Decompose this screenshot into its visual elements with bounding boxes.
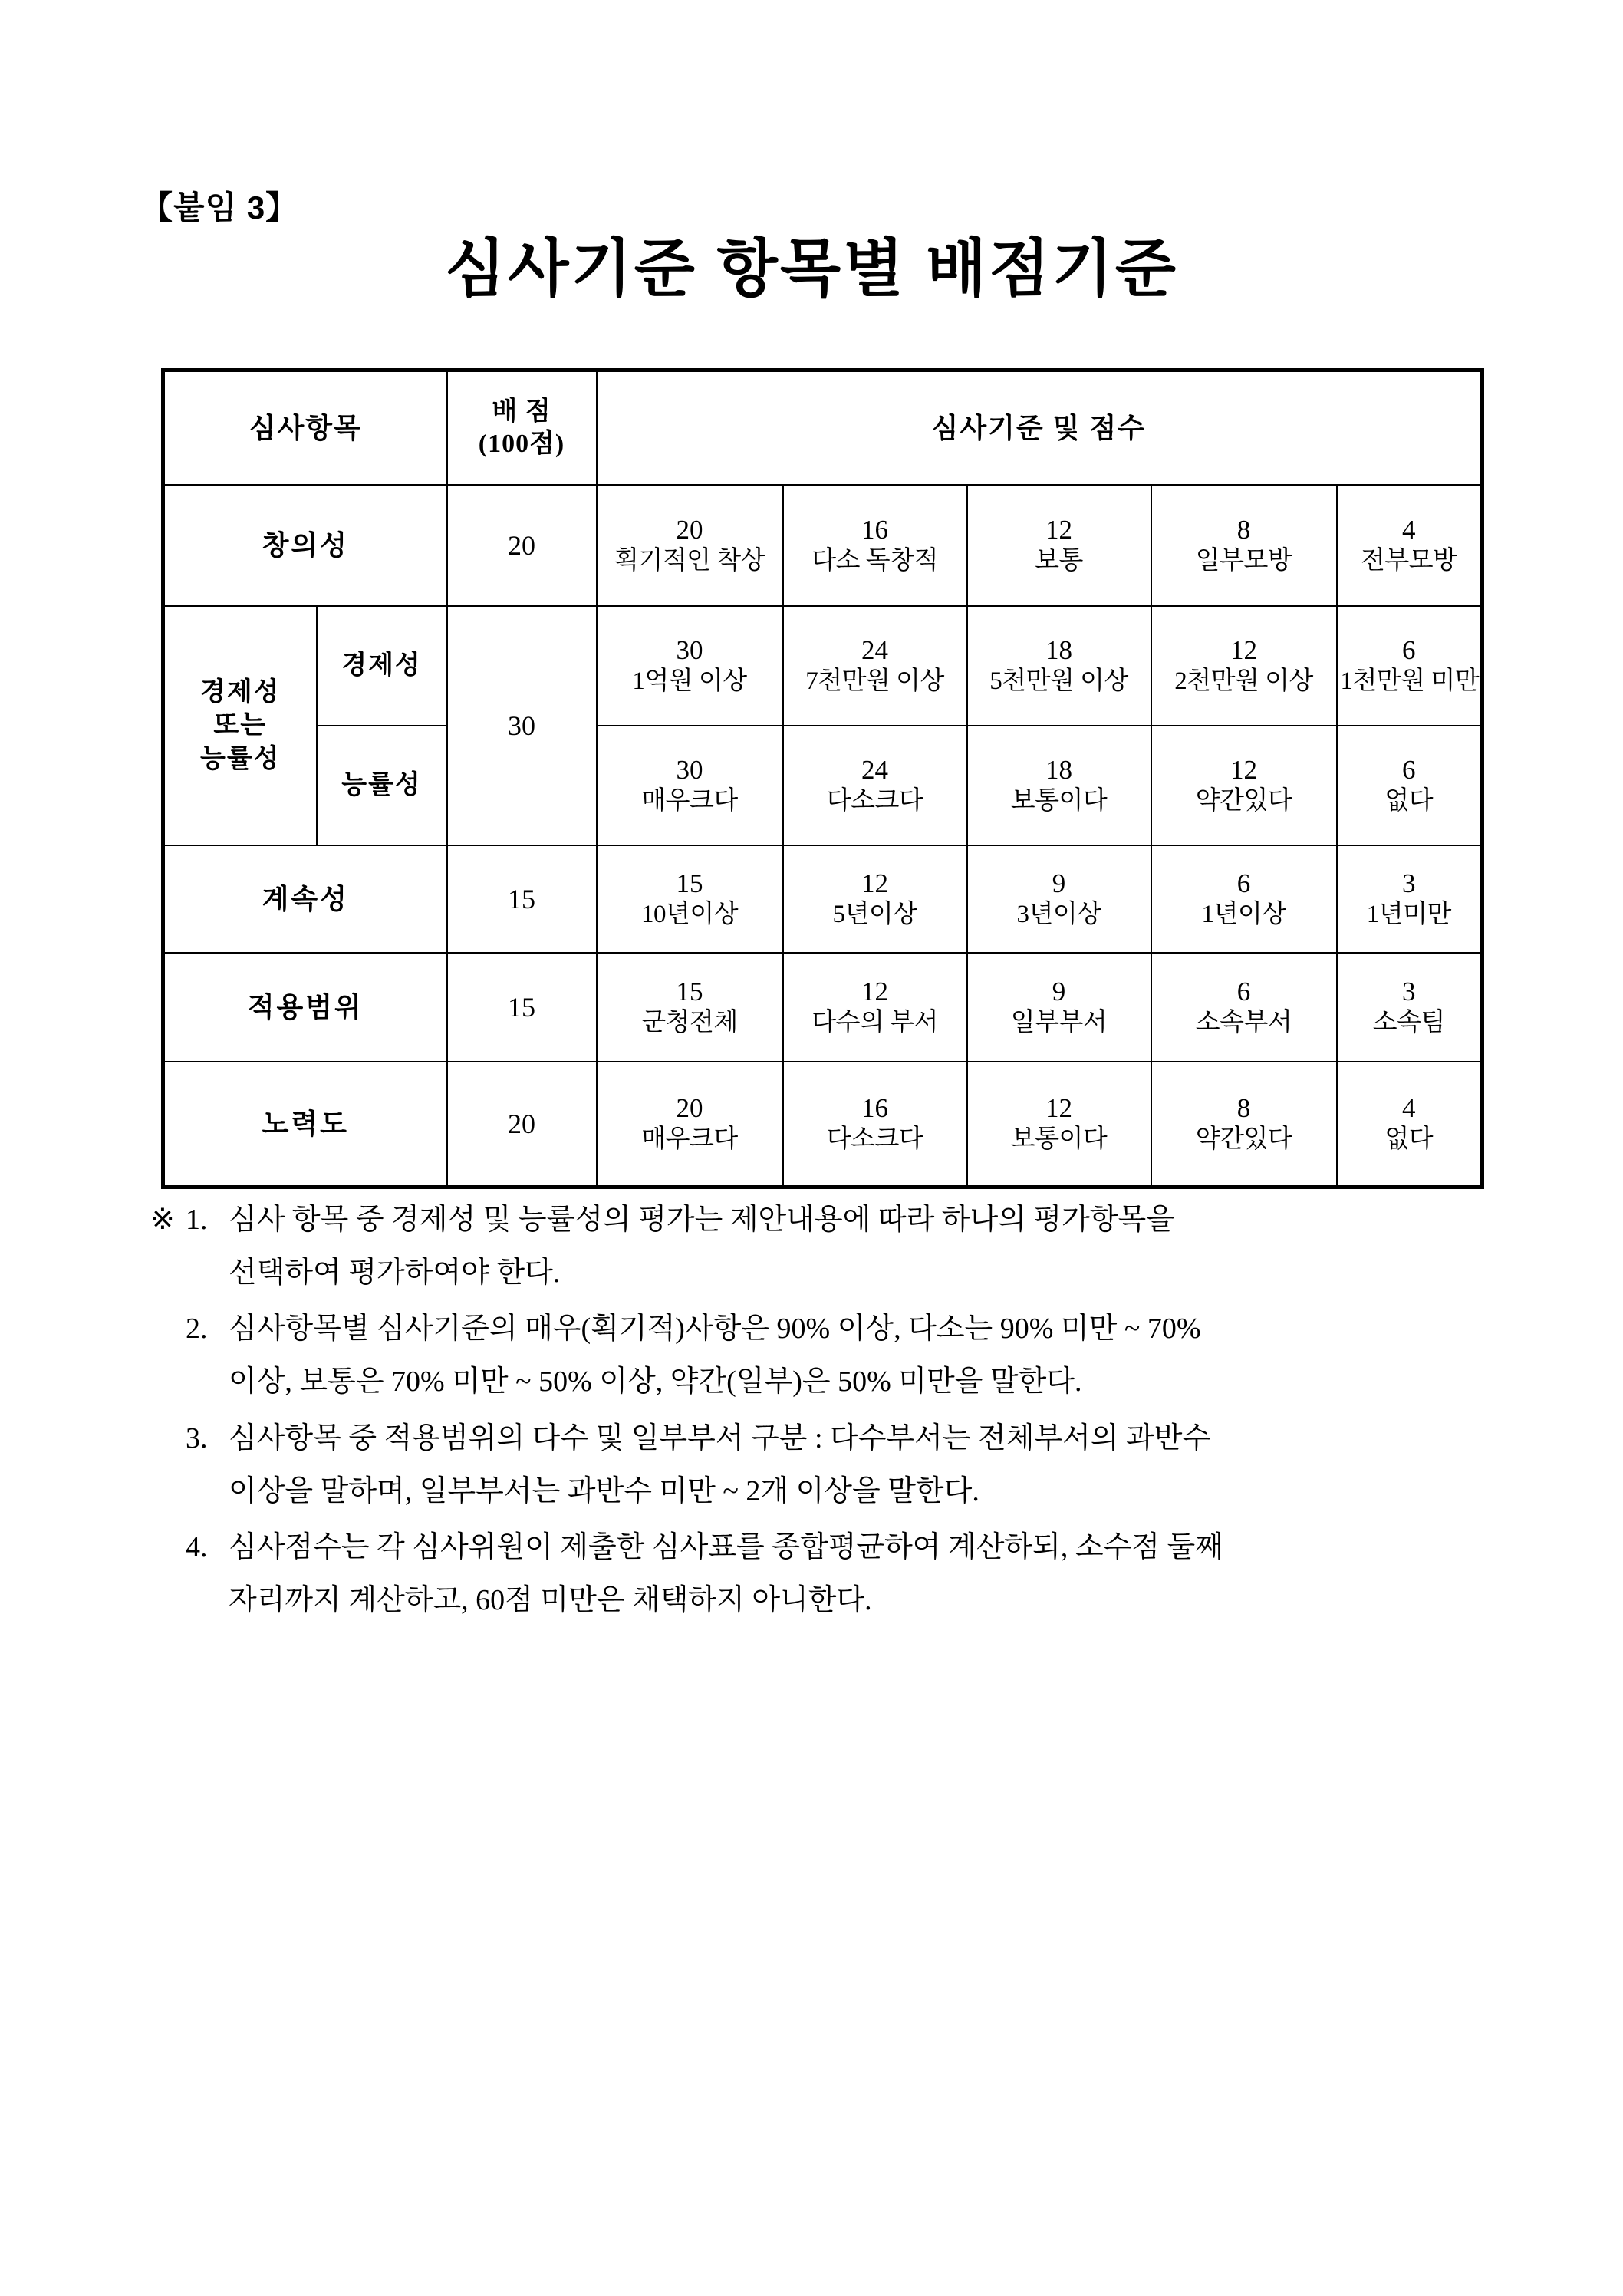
header-criteria: 심사기준 및 점수 — [597, 371, 1483, 486]
item-name-economy-or-efficiency — [163, 606, 317, 845]
criterion-desc: 1천만원 미만 — [1340, 667, 1480, 696]
criterion-score: 15 — [676, 868, 703, 898]
criterion-score: 18 — [1045, 754, 1073, 785]
item-name-scope: 적용범위 — [163, 953, 447, 1062]
note-text — [229, 1303, 1531, 1408]
item-name-creativity: 창의성 — [163, 485, 447, 606]
note-marker-icon: ※ — [150, 1204, 175, 1236]
criterion-cell — [783, 845, 967, 953]
criterion-score: 30 — [676, 754, 703, 785]
criterion-score: 6 — [1402, 634, 1416, 665]
item-name-continuity: 계속성 — [163, 845, 447, 953]
criterion-desc: 일부부서 — [1010, 1009, 1108, 1037]
note-line-2: 이상을 말하며, 일부부서는 과반수 미만 ~ 2개 이상을 말한다. — [229, 1474, 979, 1507]
criterion-desc: 보통이다 — [1010, 787, 1108, 815]
criterion-desc: 소속팀 — [1372, 1009, 1445, 1037]
note-line-1: 심사점수는 각 심사위원이 제출한 심사표를 종합평균하여 계산하되, 소수점 둘째 — [229, 1530, 1223, 1563]
criterion-score: 20 — [676, 1092, 703, 1123]
criterion-cell — [1337, 485, 1483, 606]
criterion-cell — [1337, 1062, 1483, 1188]
table-row — [163, 1062, 1483, 1188]
criterion-cell — [783, 953, 967, 1062]
scoring-criteria-table — [161, 368, 1484, 1189]
criterion-desc: 매우크다 — [641, 1125, 738, 1154]
item-name-line3: 능률성 — [199, 744, 281, 773]
note-line-2: 자리까지 계산하고, 60점 미만은 채택하지 아니한다. — [229, 1584, 872, 1617]
criterion-score: 12 — [1045, 514, 1073, 545]
criterion-desc: 2천만원 이상 — [1174, 667, 1313, 696]
note-line-1: 심사 항목 중 경제성 및 능률성의 평가는 제안내용에 따라 하나의 평가항목을 — [229, 1204, 1174, 1236]
criterion-desc: 다소 독창적 — [812, 547, 938, 575]
criterion-desc: 없다 — [1384, 787, 1434, 815]
criterion-cell — [967, 953, 1151, 1062]
criterion-cell — [783, 1062, 967, 1188]
criterion-score: 20 — [676, 514, 703, 545]
attachment-tag: 【붙임 3】 — [140, 189, 299, 226]
note-text — [229, 1521, 1531, 1627]
criterion-cell — [1151, 845, 1337, 953]
points-scope: 15 — [447, 953, 597, 1062]
item-name-effort: 노력도 — [163, 1062, 447, 1188]
criterion-score: 6 — [1236, 976, 1251, 1006]
criterion-cell — [1151, 485, 1337, 606]
note-item — [150, 1412, 1531, 1518]
criterion-score: 15 — [676, 976, 703, 1006]
criterion-cell — [1337, 845, 1483, 953]
criterion-score: 6 — [1236, 868, 1251, 898]
criterion-cell — [597, 845, 783, 953]
points-economy-or-efficiency: 30 — [447, 606, 597, 845]
criterion-cell — [1337, 606, 1483, 726]
criterion-desc: 약간있다 — [1195, 1125, 1292, 1154]
criterion-score: 3 — [1402, 868, 1416, 898]
criterion-desc: 획기적인 착상 — [614, 547, 765, 575]
criterion-score: 12 — [1230, 634, 1258, 665]
table-row — [163, 845, 1483, 953]
table-header-row — [163, 371, 1483, 486]
table-row — [163, 606, 1483, 726]
note-line-2: 이상, 보통은 70% 미만 ~ 50% 이상, 약간(일부)은 50% 미만을 말한다. — [229, 1365, 1082, 1398]
criterion-cell — [597, 726, 783, 845]
criterion-score: 8 — [1236, 514, 1251, 545]
criterion-desc: 다소크다 — [826, 1125, 923, 1154]
criterion-cell — [597, 1062, 783, 1188]
criterion-desc: 1억원 이상 — [632, 667, 747, 696]
criterion-desc: 보통 — [1035, 547, 1083, 575]
criterion-desc: 7천만원 이상 — [805, 667, 944, 696]
criterion-score: 18 — [1045, 634, 1073, 665]
criterion-score: 9 — [1052, 868, 1066, 898]
header-points-line1: 배 점 — [492, 397, 551, 426]
criterion-score: 12 — [1230, 754, 1258, 785]
note-line-1: 심사항목별 심사기준의 매우(획기적)사항은 90% 이상, 다소는 90% 미만 ~ 70% — [229, 1313, 1201, 1346]
criterion-cell — [597, 485, 783, 606]
criterion-cell — [783, 606, 967, 726]
criterion-score: 24 — [861, 754, 889, 785]
note-text — [229, 1194, 1531, 1300]
note-line-2: 선택하여 평가하여야 한다. — [229, 1257, 561, 1290]
criterion-desc: 다소크다 — [826, 787, 923, 815]
criterion-desc: 없다 — [1384, 1125, 1434, 1154]
criterion-desc: 다수의 부서 — [812, 1009, 938, 1037]
points-creativity: 20 — [447, 485, 597, 606]
criterion-score: 24 — [861, 634, 889, 665]
criterion-desc: 매우크다 — [641, 787, 738, 815]
header-item: 심사항목 — [163, 371, 447, 486]
criterion-score: 4 — [1402, 1092, 1416, 1123]
criterion-desc: 소속부서 — [1195, 1009, 1292, 1037]
criterion-score: 30 — [676, 634, 703, 665]
criterion-score: 12 — [861, 868, 889, 898]
criterion-score: 12 — [861, 976, 889, 1006]
criterion-desc: 군청전체 — [641, 1009, 738, 1037]
note-item — [150, 1303, 1531, 1408]
item-name-line1: 경제성 — [199, 677, 281, 707]
criterion-cell — [967, 845, 1151, 953]
criterion-desc: 10년이상 — [640, 901, 739, 929]
criterion-score: 9 — [1052, 976, 1066, 1006]
note-number: 3. — [186, 1421, 208, 1454]
criterion-desc: 1년미만 — [1366, 901, 1451, 929]
criterion-cell — [1151, 1062, 1337, 1188]
note-item — [150, 1194, 1531, 1300]
criterion-cell — [967, 606, 1151, 726]
criterion-score: 6 — [1402, 754, 1416, 785]
criterion-cell — [597, 953, 783, 1062]
table-row — [163, 485, 1483, 606]
table-row — [163, 953, 1483, 1062]
criterion-desc: 일부모방 — [1195, 547, 1292, 575]
note-line-1: 심사항목 중 적용범위의 다수 및 일부부서 구분 : 다수부서는 전체부서의 과반수 — [229, 1421, 1211, 1454]
points-effort: 20 — [447, 1062, 597, 1188]
criterion-cell — [1337, 953, 1483, 1062]
sub-item-name-economy: 경제성 — [317, 606, 447, 726]
criterion-score: 16 — [861, 1092, 889, 1123]
criterion-cell — [967, 485, 1151, 606]
criterion-cell — [1337, 726, 1483, 845]
criterion-cell — [597, 606, 783, 726]
criterion-score: 16 — [861, 514, 889, 545]
criterion-score: 8 — [1236, 1092, 1251, 1123]
note-text — [229, 1412, 1531, 1518]
criterion-cell — [783, 726, 967, 845]
header-points-line2: (100점) — [478, 430, 565, 458]
criterion-score: 4 — [1402, 514, 1416, 545]
criterion-cell — [967, 726, 1151, 845]
criterion-desc: 1년이상 — [1201, 901, 1286, 929]
criterion-desc: 약간있다 — [1195, 787, 1292, 815]
criterion-desc: 5년이상 — [832, 901, 917, 929]
note-number: 1. — [186, 1204, 208, 1236]
page-title: 심사기준 항목별 배점기준 — [445, 234, 1178, 304]
criterion-cell — [1151, 726, 1337, 845]
note-item — [150, 1521, 1531, 1627]
note-number: 2. — [186, 1313, 208, 1346]
header-points — [447, 371, 597, 486]
criterion-score: 12 — [1045, 1092, 1073, 1123]
criterion-score: 3 — [1402, 976, 1416, 1006]
criterion-desc: 보통이다 — [1010, 1125, 1108, 1154]
sub-item-name-efficiency: 능률성 — [317, 726, 447, 845]
criterion-cell — [783, 485, 967, 606]
points-continuity: 15 — [447, 845, 597, 953]
item-name-line2: 또는 — [213, 711, 268, 740]
notes-section — [150, 1194, 1531, 1630]
criterion-cell — [1151, 606, 1337, 726]
table-row — [163, 726, 1483, 845]
criterion-desc: 5천만원 이상 — [989, 667, 1128, 696]
criterion-desc: 전부모방 — [1361, 547, 1457, 575]
criterion-cell — [1151, 953, 1337, 1062]
criterion-cell — [967, 1062, 1151, 1188]
note-number: 4. — [186, 1530, 208, 1563]
criterion-desc: 3년이상 — [1016, 901, 1101, 929]
